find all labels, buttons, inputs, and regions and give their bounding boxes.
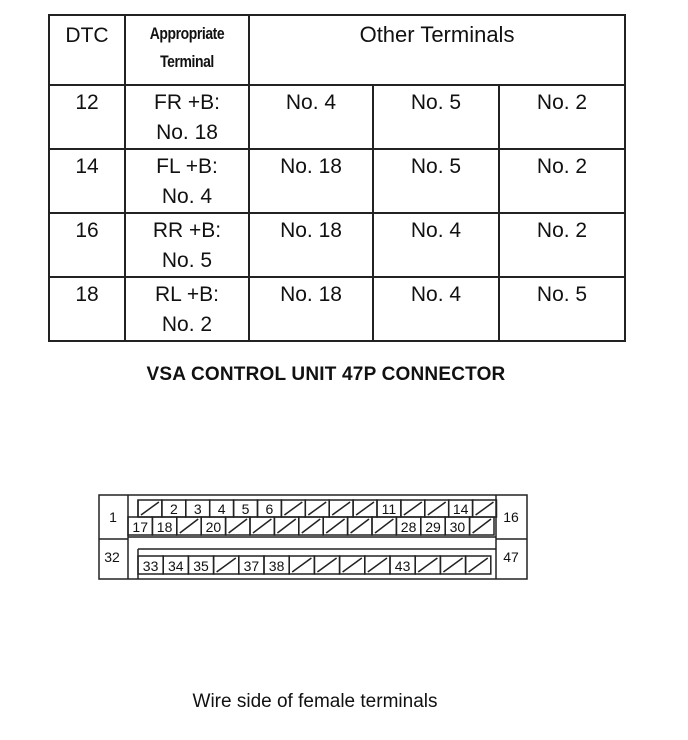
dtc-code: 16 <box>49 213 125 277</box>
terminal-label: 34 <box>168 558 184 574</box>
empty-terminal-slash <box>277 519 295 533</box>
empty-terminal-slash <box>253 519 271 533</box>
empty-terminal-slash <box>180 519 198 533</box>
terminal-label: 20 <box>205 519 222 535</box>
empty-terminal-slash <box>428 502 446 515</box>
appropriate-terminal-cell <box>125 213 249 277</box>
other-terminal-cell: No. 2 <box>499 213 625 277</box>
empty-terminal-slash <box>317 558 336 572</box>
terminal-label: 37 <box>243 558 260 574</box>
empty-terminal-slash <box>375 519 393 533</box>
empty-terminal-slash <box>217 558 236 572</box>
header-appropriate-line2: Terminal <box>160 52 214 71</box>
header-other-terminals: Other Terminals <box>249 15 625 85</box>
empty-terminal-slash <box>284 502 302 515</box>
dtc-table <box>48 14 626 342</box>
connector-diagram <box>98 494 528 585</box>
empty-terminal-slash <box>473 519 491 533</box>
empty-terminal-slash <box>229 519 247 533</box>
other-terminal-cell: No. 18 <box>249 277 373 341</box>
connector-title: VSA CONTROL UNIT 47P CONNECTOR <box>146 364 506 385</box>
terminal-label: 47 <box>503 549 519 565</box>
appropriate-terminal-number: No. 2 <box>161 313 213 336</box>
connector-svg <box>98 494 528 580</box>
other-terminal-cell: No. 5 <box>373 85 499 149</box>
empty-terminal-slash <box>332 502 350 515</box>
header-appropriate-terminal <box>125 15 249 85</box>
table-row <box>49 85 625 149</box>
terminal-label: 29 <box>425 519 441 535</box>
other-terminal-cell: No. 4 <box>249 85 373 149</box>
appropriate-terminal-cell <box>125 277 249 341</box>
other-terminal-cell: No. 4 <box>373 213 499 277</box>
terminal-label: 30 <box>449 519 466 535</box>
appropriate-terminal-cell <box>125 149 249 213</box>
empty-terminal-slash <box>404 502 422 515</box>
other-terminal-cell: No. 4 <box>373 277 499 341</box>
empty-terminal-slash <box>443 558 462 572</box>
header-appropriate-line1: Appropriate <box>149 24 225 43</box>
terminal-label: 35 <box>193 558 209 574</box>
empty-terminal-slash <box>368 558 387 572</box>
header-dtc: DTC <box>49 15 125 85</box>
appropriate-terminal-cell <box>125 85 249 149</box>
terminal-label: 11 <box>381 501 397 517</box>
terminal-label: 5 <box>241 501 250 517</box>
table-row <box>49 277 625 341</box>
empty-terminal-slash <box>469 558 488 572</box>
table-body <box>49 85 625 341</box>
dtc-code: 14 <box>49 149 125 213</box>
empty-terminal-slash <box>418 558 437 572</box>
other-terminal-cell: No. 18 <box>249 213 373 277</box>
terminal-label: 3 <box>193 501 202 517</box>
terminal-label: 17 <box>132 519 148 535</box>
table-row <box>49 149 625 213</box>
empty-terminal-slash <box>356 502 374 515</box>
appropriate-terminal-circuit: RL +B: <box>154 283 219 306</box>
appropriate-terminal-circuit: FR +B: <box>154 91 220 114</box>
dtc-code: 18 <box>49 277 125 341</box>
terminal-label: 1 <box>109 509 117 525</box>
empty-terminal-slash <box>308 502 326 515</box>
terminal-label: 6 <box>265 501 274 517</box>
appropriate-terminal-circuit: RR +B: <box>152 219 222 242</box>
terminal-label: 14 <box>452 501 469 517</box>
terminal-label: 38 <box>268 558 285 574</box>
terminal-label: 18 <box>156 519 173 535</box>
dtc-code: 12 <box>49 85 125 149</box>
terminal-label: 2 <box>169 501 178 517</box>
appropriate-terminal-number: No. 18 <box>156 121 218 144</box>
appropriate-terminal-circuit: FL +B: <box>156 155 218 178</box>
empty-terminal-slash <box>351 519 369 533</box>
other-terminal-cell: No. 2 <box>499 149 625 213</box>
terminal-label: 33 <box>142 558 159 574</box>
table-header-row <box>49 15 625 85</box>
empty-terminal-slash <box>326 519 344 533</box>
appropriate-terminal-number: No. 4 <box>161 185 213 208</box>
connector-caption: Wire side of female terminals <box>192 691 438 712</box>
empty-terminal-slash <box>476 502 494 515</box>
other-terminal-cell: No. 2 <box>499 85 625 149</box>
terminal-label: 32 <box>104 549 120 565</box>
other-terminal-cell: No. 5 <box>373 149 499 213</box>
terminal-label: 43 <box>394 558 411 574</box>
table-row <box>49 213 625 277</box>
terminal-label: 4 <box>217 501 226 517</box>
empty-terminal-slash <box>302 519 320 533</box>
terminal-label: 16 <box>503 509 519 525</box>
other-terminal-cell: No. 18 <box>249 149 373 213</box>
appropriate-terminal-number: No. 5 <box>161 249 213 272</box>
empty-terminal-slash <box>292 558 311 572</box>
empty-terminal-slash <box>141 502 159 515</box>
terminal-label: 28 <box>400 519 417 535</box>
empty-terminal-slash <box>343 558 362 572</box>
other-terminal-cell: No. 5 <box>499 277 625 341</box>
